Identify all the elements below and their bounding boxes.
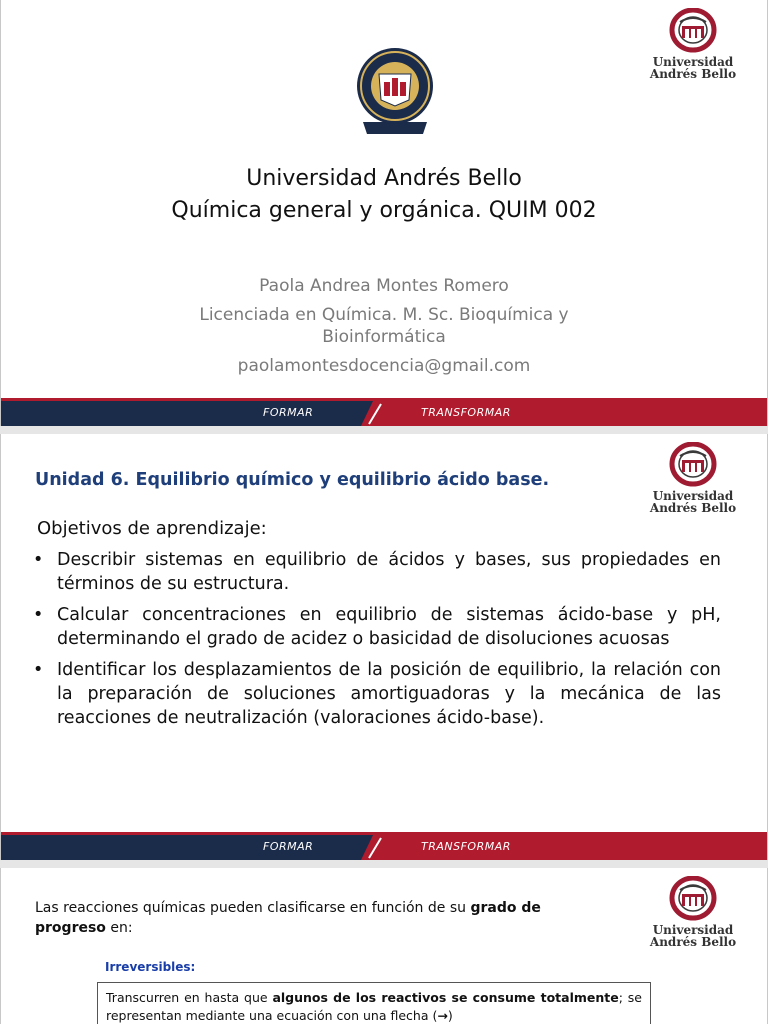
logo-text-line2: Andrés Bello [649,935,737,949]
bullet: • [33,660,44,680]
footer-stripe-icon [1,398,767,426]
bullet: • [33,605,44,625]
objective-text: Describir sistemas en equilibrio de ácidos y bases, sus propiedades en términos de su estructura. [57,550,721,594]
bullet: • [33,550,44,570]
list-item [31,603,721,651]
arrow-icon: → [437,1008,448,1023]
objective-text: Identificar los desplazamientos de la posición de equilibrio, la relación con la preparación de soluciones amortiguadoras y la mecánica de las reacciones de neutralización (valoraciones ácido-base). [57,660,721,728]
irreversible-definition-box [97,982,651,1024]
logo-text-line2: Andrés Bello [649,501,737,515]
definition-text-end: ) [447,1008,453,1023]
logo-emblem-icon [669,876,717,922]
logo-emblem-icon [669,8,717,54]
list-item [31,548,721,596]
course-title-line1: Universidad Andrés Bello [246,166,522,191]
definition-bold-text: algunos de los reactivos se consume totalmente [272,990,619,1005]
slide-footer-bar [1,398,767,426]
intro-text: Las reacciones químicas pueden clasificarse en función de su [35,900,471,916]
logo-text-line2: Andrés Bello [649,67,737,81]
slide-footer-bar [1,832,767,860]
course-title-line2: Química general y orgánica. QUIM 002 [171,198,597,223]
objectives-list [31,548,721,737]
slide-reaction-classification [0,868,768,1024]
footer-transformar: TRANSFORMAR [421,840,511,853]
logo-text-line1: Universidad [652,55,734,69]
footer-stripe-icon [1,832,767,860]
university-logo [643,876,743,952]
intro-bold-text: grado de progreso [35,900,541,936]
slide-separator [0,860,768,868]
university-seal-icon [353,44,437,138]
definition-text: Transcurren en hasta que [106,990,273,1005]
university-logo [643,8,743,84]
objectives-heading: Objetivos de aprendizaje: [37,518,267,539]
logo-text-line1: Universidad [652,489,734,503]
classification-intro [35,898,595,938]
logo-emblem-icon [669,442,717,488]
unit-title: Unidad 6. Equilibrio químico y equilibrio ácido base. [35,470,550,490]
slide-separator [0,426,768,434]
author-email: paolamontesdocencia@gmail.com [237,356,531,376]
university-logo [643,442,743,518]
author-degree-line1: Licenciada en Química. M. Sc. Bioquímica y [199,305,569,325]
footer-transformar: TRANSFORMAR [421,406,511,419]
definition-text-cont: ; se representan mediante una ecuación con una flecha ( [106,990,642,1023]
footer-formar: FORMAR [263,840,314,853]
irreversible-label: Irreversibles: [105,960,196,974]
slide-title [0,0,768,426]
objective-text: Calcular concentraciones en equilibrio de sistemas ácido-base y pH, determinando el grado de acidez o basicidad de disoluciones acuosas [57,605,721,649]
author-name: Paola Andrea Montes Romero [259,276,509,296]
author-degree-line2: Bioinformática [322,327,446,347]
list-item [31,658,721,730]
slide-objectives [0,434,768,860]
logo-text-line1: Universidad [652,923,734,937]
footer-formar: FORMAR [263,406,314,419]
intro-text-end: en: [105,920,133,936]
